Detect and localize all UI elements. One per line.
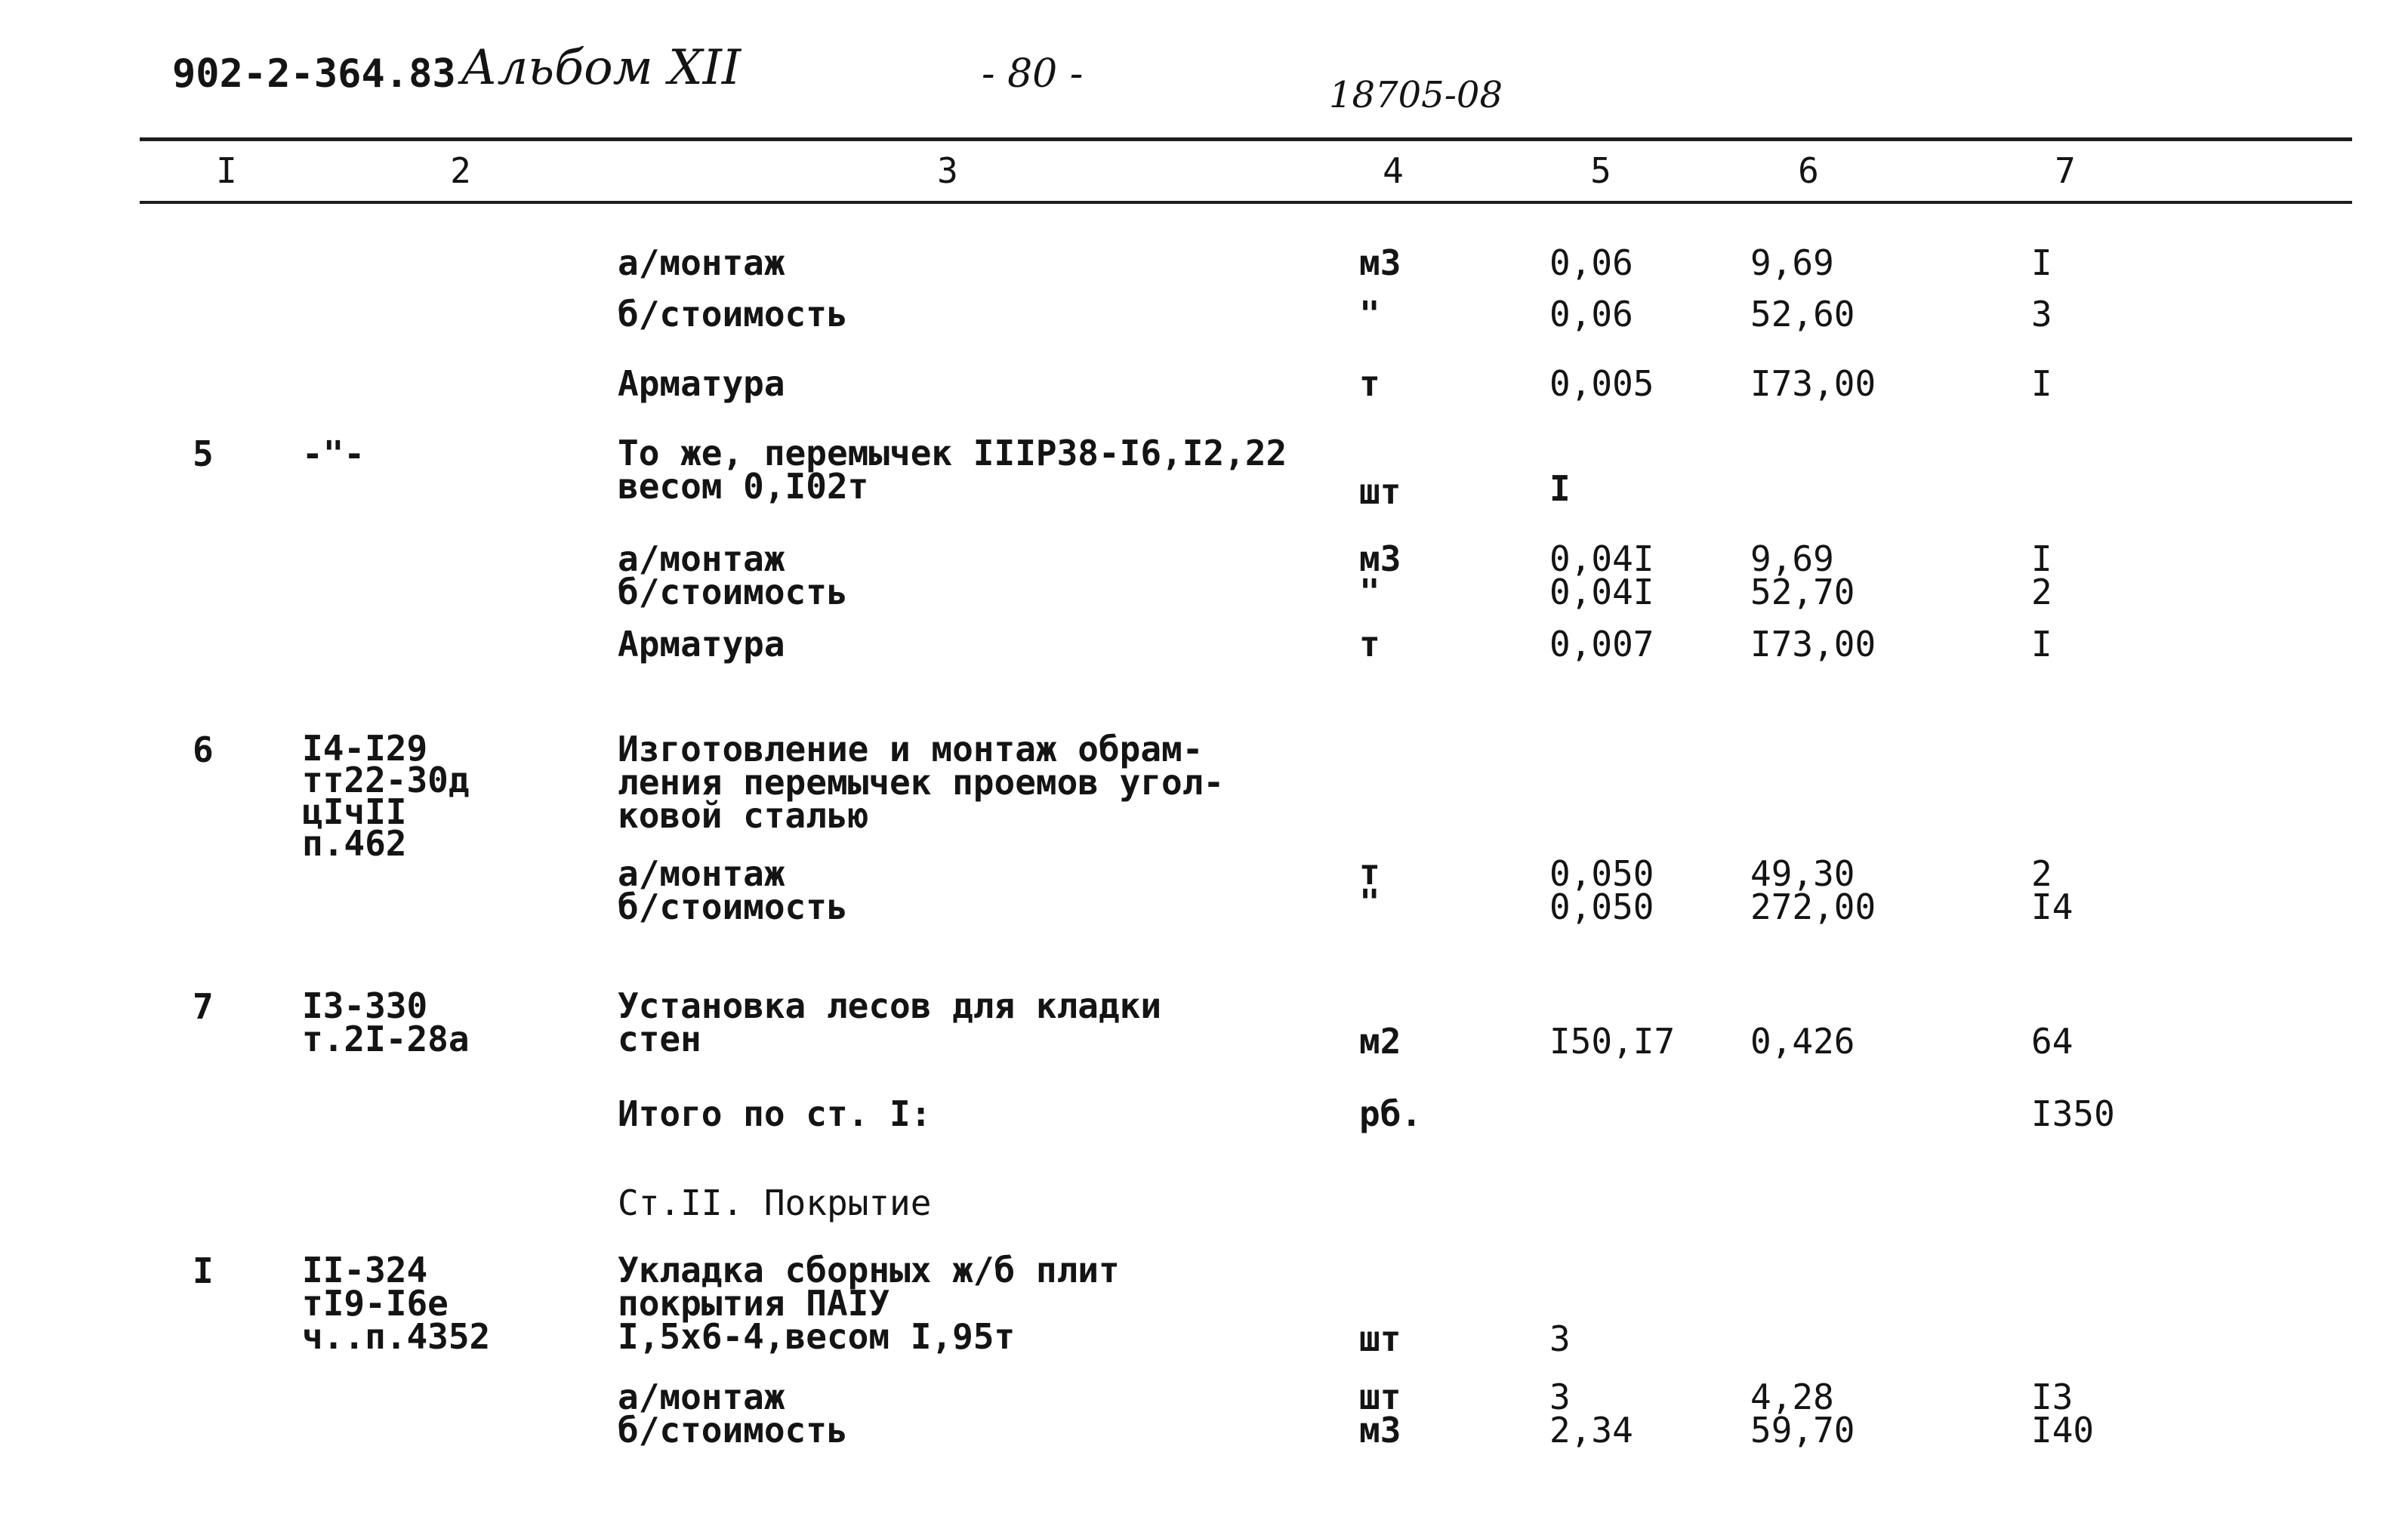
- header-top-rule: [140, 137, 2352, 141]
- row-12-price: 4,28 59,70: [1750, 1377, 1855, 1451]
- column-header-3: 3: [937, 150, 958, 191]
- row-7-name: а/монтаж б/стоимость: [618, 853, 848, 927]
- row-1-name: б/стоимость: [618, 294, 848, 335]
- row-8-number: 7: [193, 986, 214, 1027]
- row-4-total: I 2: [2031, 538, 2052, 612]
- row-9-name: Итого по ст. I:: [618, 1093, 932, 1134]
- row-0-total: I: [2031, 242, 2052, 283]
- row-1-price: 52,60: [1750, 294, 1855, 335]
- row-5-unit: т: [1359, 624, 1380, 664]
- row-11-qty: 3: [1549, 1318, 1571, 1359]
- row-8-price: 0,426: [1750, 1021, 1855, 1062]
- row-4-price: 9,69 52,70: [1750, 538, 1855, 612]
- row-0-price: 9,69: [1750, 242, 1834, 283]
- row-3-code: -"-: [302, 433, 365, 474]
- row-12-total: I3 I40: [2031, 1377, 2095, 1451]
- column-header-7: 7: [2055, 150, 2076, 191]
- row-6-code: I4-I29 тт22-30д цIчII п.462: [302, 728, 470, 864]
- row-5-qty: 0,007: [1549, 624, 1654, 664]
- column-header-1: I: [216, 150, 237, 191]
- row-0-qty: 0,06: [1549, 242, 1633, 283]
- row-5-total: I: [2031, 624, 2052, 664]
- column-header-6: 6: [1798, 150, 1819, 191]
- album-number: Альбом XII: [461, 40, 742, 96]
- order-number: 18705-08: [1329, 74, 1503, 116]
- row-6-number: 6: [193, 729, 214, 770]
- row-8-total: 64: [2031, 1021, 2073, 1062]
- row-6-name: Изготовление и монтаж обрам- ления перемычек проемов угол- ковой сталью: [618, 729, 1225, 836]
- document-code: 902-2-364.83: [172, 51, 456, 97]
- column-header-2: 2: [450, 150, 471, 191]
- row-2-price: I73,00: [1750, 363, 1876, 404]
- row-5-price: I73,00: [1750, 624, 1876, 664]
- row-1-unit: ": [1359, 294, 1380, 335]
- row-11-code: II-324 тI9-I6е ч..п.4352: [302, 1250, 491, 1357]
- row-11-number: I: [193, 1250, 214, 1291]
- column-header-5: 5: [1590, 150, 1611, 191]
- row-5-name: Арматура: [618, 624, 785, 664]
- row-7-unit: т ": [1359, 852, 1380, 923]
- section-title: Ст.II. Покрытие: [618, 1182, 932, 1223]
- row-4-unit: м3 ": [1359, 538, 1401, 612]
- row-0-name: а/монтаж: [618, 242, 785, 283]
- row-2-qty: 0,005: [1549, 363, 1654, 404]
- row-12-unit: шт м3: [1359, 1377, 1401, 1451]
- row-3-unit: шт: [1359, 471, 1401, 512]
- row-3-qty: I: [1549, 468, 1571, 509]
- row-8-qty: I50,I7: [1549, 1021, 1676, 1062]
- row-4-qty: 0,04I 0,04I: [1549, 538, 1654, 612]
- column-header-4: 4: [1383, 150, 1404, 191]
- row-8-code: I3-330 т.2I-28а: [302, 985, 470, 1059]
- page-number: - 80 -: [982, 51, 1084, 97]
- row-9-total: I350: [2031, 1093, 2115, 1134]
- row-7-qty: 0,050 0,050: [1549, 853, 1654, 927]
- row-11-name: Укладка сборных ж/б плит покрытия ПАIУ I,5х6-4,весом I,95т: [618, 1250, 1120, 1357]
- row-0-unit: м3: [1359, 242, 1401, 283]
- row-8-unit: м2: [1359, 1021, 1401, 1062]
- header-bottom-rule: [140, 201, 2352, 204]
- row-2-total: I: [2031, 363, 2052, 404]
- row-8-name: Установка лесов для кладки стен: [618, 985, 1162, 1059]
- row-9-unit: рб.: [1359, 1093, 1423, 1134]
- row-7-price: 49,30 272,00: [1750, 853, 1876, 927]
- row-3-name: То же, перемычек IIIP38-I6,I2,22 весом 0,I02т: [618, 433, 1287, 507]
- row-7-total: 2 I4: [2031, 853, 2073, 927]
- row-2-unit: т: [1359, 363, 1380, 404]
- row-4-name: а/монтаж б/стоимость: [618, 538, 848, 612]
- row-1-total: 3: [2031, 294, 2052, 335]
- row-2-name: Арматура: [618, 363, 785, 404]
- row-11-unit: шт: [1359, 1318, 1401, 1359]
- row-12-name: а/монтаж б/стоимость: [618, 1377, 848, 1451]
- row-1-qty: 0,06: [1549, 294, 1633, 335]
- row-3-number: 5: [193, 433, 214, 474]
- row-12-qty: 3 2,34: [1549, 1377, 1633, 1451]
